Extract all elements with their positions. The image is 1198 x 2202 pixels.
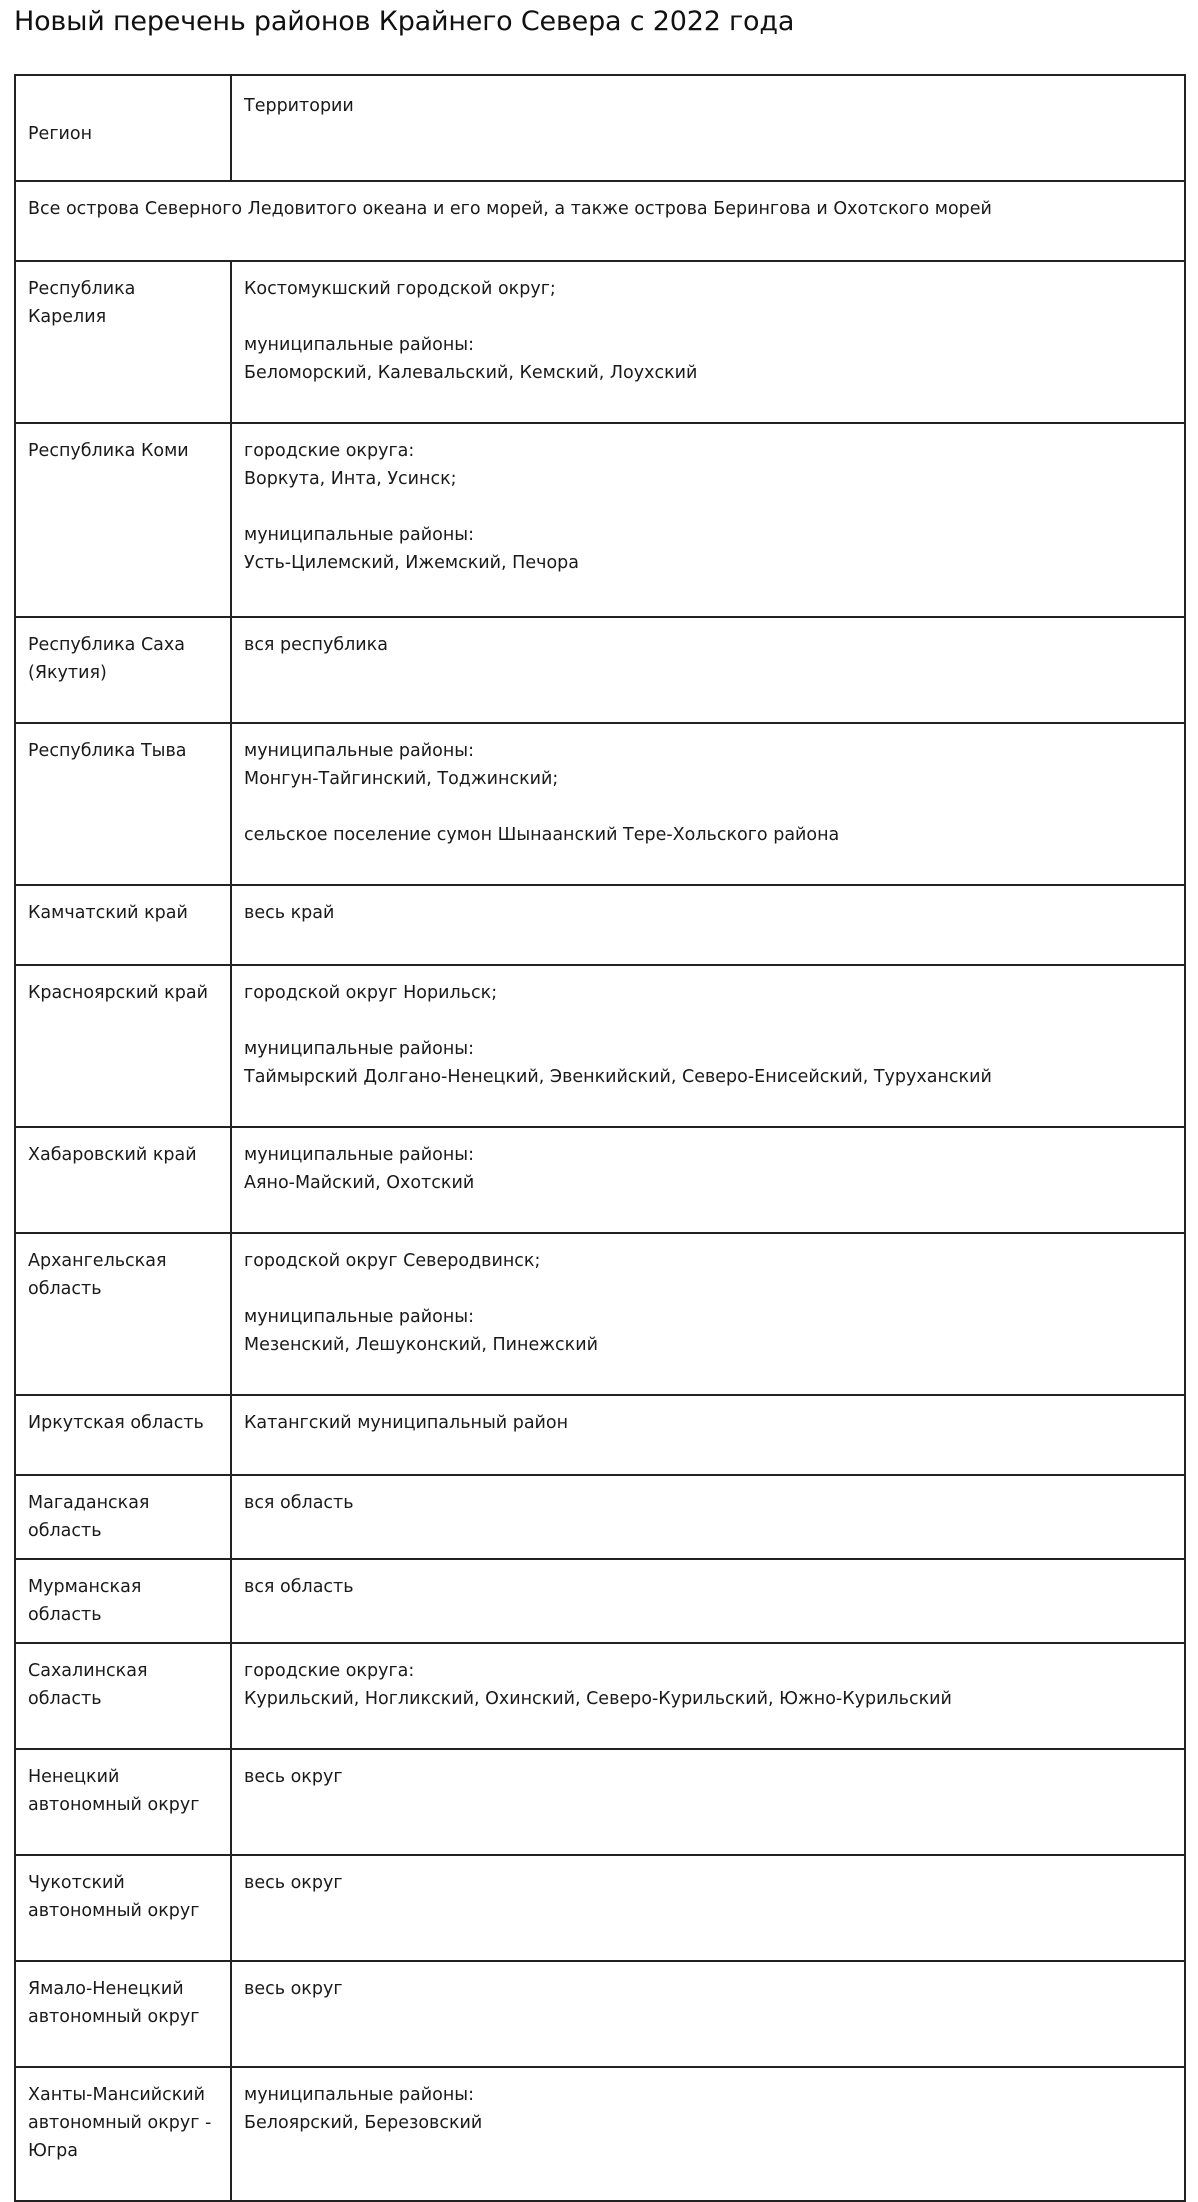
territories-cell [231,261,1185,423]
territories-cell [231,1395,1185,1475]
region-cell: Хабаровский край [15,1127,231,1233]
table-row [15,1233,1185,1395]
table-header-row [15,75,1185,181]
table-row [15,723,1185,885]
territories-cell [231,1559,1185,1643]
table-row [15,965,1185,1127]
territory-line: сельское поселение сумон Шынаанский Тере-Хольского района [244,825,840,845]
territory-block [244,1035,1172,1091]
territory-block [244,521,1172,577]
table-row [15,1643,1185,1749]
table-row [15,1855,1185,1961]
table-row [15,1749,1185,1855]
region-cell: Красноярский край [15,965,231,1127]
header-region: Регион [15,75,231,181]
territory-block [244,821,1172,849]
territories-cell [231,1643,1185,1749]
territory-block [244,899,1172,927]
table-row [15,1961,1185,2067]
region-cell: Чукотский автономный округ [15,1855,231,1961]
territory-line: вся область [244,1577,354,1597]
territory-line: весь округ [244,1979,343,1999]
territory-line: муниципальные районы: [244,2085,474,2105]
territories-cell [231,2067,1185,2201]
region-cell: Ямало-Ненецкий автономный округ [15,1961,231,2067]
territory-block [244,1409,1172,1437]
territories-cell [231,1233,1185,1395]
table-row [15,885,1185,965]
territory-line: муниципальные районы: [244,1039,474,1059]
territory-line: Усть-Цилемский, Ижемский, Печора [244,553,579,573]
territory-line: муниципальные районы: [244,741,474,761]
table-row [15,1127,1185,1233]
table-row [15,617,1185,723]
table-row [15,1559,1185,1643]
territory-line: весь округ [244,1873,343,1893]
table-row [15,423,1185,617]
territory-line: Катангский муниципальный район [244,1413,569,1433]
islands-cell: Все острова Северного Ледовитого океана и его морей, а также острова Берингова и Охотского морей [15,181,1185,261]
territory-line: городские округа: [244,1661,415,1681]
territory-line: муниципальные районы: [244,1307,474,1327]
territory-block [244,331,1172,387]
territory-line: вся область [244,1493,354,1513]
territory-block [244,1657,1172,1713]
territory-block [244,737,1172,793]
header-territories: Территории [231,75,1185,181]
territory-line: Таймырский Долгано-Ненецкий, Эвенкийский, Северо-Енисейский, Туруханский [244,1067,992,1087]
islands-row [15,181,1185,261]
region-cell: Архангельская область [15,1233,231,1395]
region-cell: Камчатский край [15,885,231,965]
region-cell: Иркутская область [15,1395,231,1475]
region-cell: Республика Коми [15,423,231,617]
territory-line: муниципальные районы: [244,525,474,545]
region-cell: Ненецкий автономный округ [15,1749,231,1855]
territory-line: муниципальные районы: [244,1145,474,1165]
territories-cell [231,1475,1185,1559]
territory-line: муниципальные районы: [244,335,474,355]
territory-block [244,1869,1172,1897]
region-cell: Ханты-Мансийский автономный округ - Югра [15,2067,231,2201]
table-row [15,261,1185,423]
territory-block [244,1141,1172,1197]
territory-line: Воркута, Инта, Усинск; [244,469,457,489]
territory-line: Курильский, Ногликский, Охинский, Северо-Курильский, Южно-Курильский [244,1689,952,1709]
territory-line: городской округ Северодвинск; [244,1251,541,1271]
territory-line: Мезенский, Лешуконский, Пинежский [244,1335,598,1355]
territory-line: Монгун-Тайгинский, Тоджинский; [244,769,559,789]
region-cell: Магаданская область [15,1475,231,1559]
region-cell: Республика Тыва [15,723,231,885]
territories-cell [231,1749,1185,1855]
territory-block [244,1303,1172,1359]
territories-cell [231,1855,1185,1961]
territory-block [244,1573,1172,1601]
table-row [15,2067,1185,2201]
territory-block [244,2081,1172,2137]
region-cell: Республика Саха (Якутия) [15,617,231,723]
page-title: Новый перечень районов Крайнего Севера с 2022 года [14,6,795,37]
territory-block [244,979,1172,1007]
region-cell: Республика Карелия [15,261,231,423]
territories-cell [231,423,1185,617]
territory-block [244,275,1172,303]
territory-block [244,1763,1172,1791]
territories-cell [231,617,1185,723]
territory-line: вся республика [244,635,388,655]
territory-line: Костомукшский городской округ; [244,279,556,299]
territory-line: городские округа: [244,441,415,461]
territory-block [244,631,1172,659]
territories-cell [231,1961,1185,2067]
territory-line: весь край [244,903,335,923]
territory-block [244,437,1172,493]
region-cell: Мурманская область [15,1559,231,1643]
territory-block [244,1247,1172,1275]
territories-cell [231,723,1185,885]
territory-line: весь округ [244,1767,343,1787]
territory-block [244,1975,1172,2003]
territories-cell [231,1127,1185,1233]
table-row [15,1395,1185,1475]
territories-cell [231,965,1185,1127]
territory-block [244,1489,1172,1517]
territory-line: Белоярский, Березовский [244,2113,483,2133]
table-row [15,1475,1185,1559]
territory-line: Беломорский, Калевальский, Кемский, Лоухский [244,363,698,383]
territory-line: городской округ Норильск; [244,983,498,1003]
territories-cell [231,885,1185,965]
region-cell: Сахалинская область [15,1643,231,1749]
table-body [15,181,1185,2201]
territory-line: Аяно-Майский, Охотский [244,1173,475,1193]
regions-table [14,74,1186,2202]
